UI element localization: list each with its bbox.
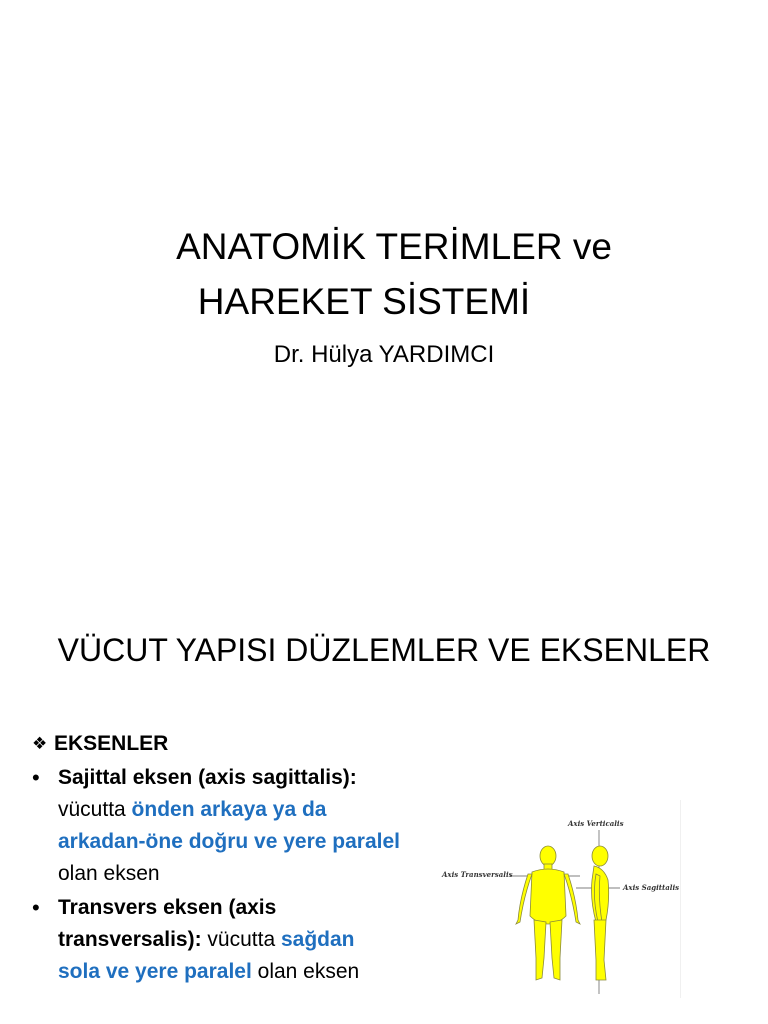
item-term: Sajittal eksen (axis sagittalis): [58,766,357,789]
item-post: olan eksen [251,960,360,983]
axis-transversalis-label: Axis Transversalis [442,870,513,879]
item-term: Transvers eksen (axis transversalis): [58,896,277,951]
item-pre: vücutta [58,798,132,821]
list-item [32,762,402,890]
eksenler-heading [32,728,402,760]
axis-verticalis-label: Axis Verticalis [568,819,624,828]
heading-text: EKSENLER [54,732,169,755]
item-highlight: önden arkaya ya da arkadan-öne doğru ve yere paralel [58,798,400,853]
list-item [32,892,402,988]
axes-content [32,728,402,988]
side-body-figure [592,846,609,980]
item-highlight: sağdan sola ve yere paralel [58,928,355,983]
author-name: Dr. Hülya YARDIMCI [273,341,495,368]
axis-sagittalis-label: Axis Sagittalis [623,883,680,892]
item-pre: vücutta [201,928,281,951]
diamond-bullet-icon: ❖ [32,734,48,753]
item-post: olan eksen [58,862,160,885]
slide-title-line-1: ANATOMİK TERİMLER ve [176,226,612,267]
bullet-icon: • [32,895,40,920]
body-axes-illustration [440,800,680,998]
front-body-figure [516,846,580,980]
body-axes-figure [440,800,681,998]
slide-title-line-2: HAREKET SİSTEMİ [197,281,531,322]
bullet-icon: • [32,765,40,790]
section-title: VÜCUT YAPISI DÜZLEMLER VE EKSENLER [57,632,711,668]
